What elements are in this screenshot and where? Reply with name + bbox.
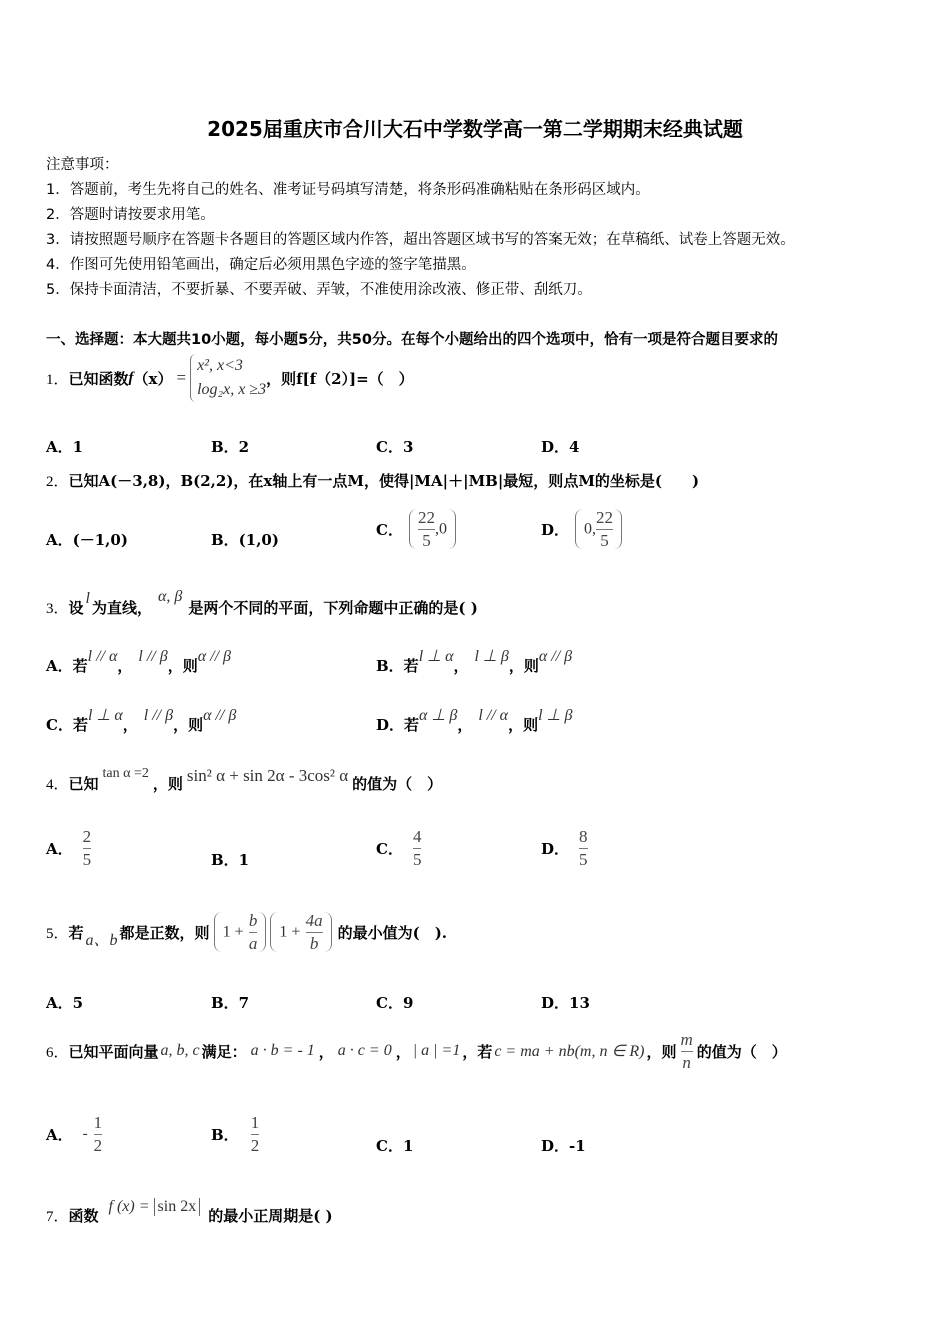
math-condition: | a | =1: [412, 1042, 461, 1059]
point-expression: [575, 509, 622, 550]
option-label: C．: [376, 839, 403, 858]
option-d[interactable]: D．13: [541, 994, 590, 1012]
math-conclusion: l ⊥ β: [538, 707, 573, 724]
question-text: 为直线，: [91, 599, 152, 617]
question-text: ，则: [646, 1042, 677, 1061]
question-text: 已知A(－3,8)，B(2,2)，在x轴上有一点M，使得|MA|＋|MB|最短，则点M的坐标是( ): [68, 472, 700, 490]
math-condition: l // β: [138, 648, 168, 665]
question-number: 2．: [46, 474, 69, 490]
option-label: C．若: [46, 716, 88, 734]
question-text: 的最小正周期是( ): [208, 1207, 333, 1225]
denominator: 5: [600, 530, 609, 550]
note-item: 4．作图可先使用铅笔画出，确定后必须用黑色字迹的签字笔描黑。: [46, 257, 476, 273]
question-text: 的最小值为( ).: [337, 923, 448, 942]
question-text: 函数: [68, 1207, 99, 1225]
math-sign: -: [82, 1125, 88, 1142]
numerator: 2: [82, 826, 92, 846]
option-label: D．: [541, 520, 570, 539]
numerator: 4: [412, 826, 422, 846]
question-7: [46, 1194, 333, 1226]
option-b[interactable]: [376, 646, 572, 676]
point-expression: [409, 509, 456, 550]
question-number: 7．: [46, 1209, 69, 1225]
question-text: 若: [68, 923, 84, 942]
math-condition: a · c = 0: [337, 1042, 392, 1059]
question-5: [46, 906, 447, 958]
math-condition: l // β: [143, 707, 174, 724]
numerator: 4a: [305, 910, 323, 930]
separator: ，: [453, 657, 469, 675]
fraction: [83, 828, 92, 869]
fraction: [249, 912, 258, 953]
math-x: （x）: [133, 369, 173, 388]
math-text: 1 +: [222, 923, 244, 940]
note-item: 5．保持卡面清洁，不要折暴、不要弄破、弄皱，不准使用涂改液、修正带、刮纸刀。: [46, 282, 592, 298]
question-text: 已知平面向量: [68, 1042, 159, 1061]
question-2: [46, 470, 699, 491]
math-text: 1 +: [279, 923, 301, 940]
math-absolute-value: sin 2x: [154, 1198, 201, 1216]
piecewise-function: [190, 354, 266, 402]
option-c[interactable]: [46, 705, 236, 735]
denominator: 2: [93, 1135, 103, 1155]
numerator: 8: [579, 826, 588, 846]
piece-case-1: x², x<3: [197, 357, 243, 374]
factor-2: [270, 912, 331, 953]
math-vectors: a, b, c: [160, 1042, 200, 1059]
question-number: 5．: [46, 925, 69, 942]
math-conclusion: α // β: [203, 707, 237, 724]
option-label: D．若: [376, 716, 420, 734]
option-d[interactable]: D．4: [541, 438, 580, 456]
math-condition: a · b = - 1: [250, 1042, 315, 1059]
fraction: [413, 828, 422, 869]
question-text: 已知: [68, 775, 99, 793]
question-number: 3．: [46, 601, 69, 617]
option-a[interactable]: A．5: [46, 994, 84, 1012]
question-number: 4．: [46, 777, 69, 793]
numerator: 1: [93, 1112, 103, 1132]
question-text: ，则: [152, 775, 183, 793]
option-c[interactable]: C．1: [376, 1137, 414, 1155]
separator: ，: [122, 716, 138, 734]
option-b[interactable]: [211, 1110, 259, 1158]
math-eq: =: [176, 368, 187, 387]
question-6: [46, 1026, 787, 1076]
option-c[interactable]: [376, 504, 456, 554]
math-text: 0,: [584, 520, 597, 537]
numerator: 1: [250, 1112, 260, 1132]
option-d[interactable]: [541, 504, 622, 554]
option-label: A．若: [46, 657, 88, 675]
separator: ，则: [508, 716, 539, 734]
fraction: [418, 509, 435, 550]
denominator: 5: [82, 849, 92, 869]
fraction: [94, 1114, 103, 1155]
numerator: 22: [417, 507, 435, 527]
math-function: f (x) =: [108, 1198, 150, 1215]
option-label: D．: [541, 839, 570, 858]
math-condition: l // α: [478, 707, 509, 724]
question-text: ，则f[f（2）]=（ ）: [266, 369, 414, 388]
option-c[interactable]: [376, 824, 421, 872]
option-a[interactable]: [46, 1110, 102, 1158]
separator: ，则: [167, 657, 198, 675]
math-condition: α ⊥ β: [419, 707, 458, 724]
option-label: B．若: [376, 657, 419, 675]
fraction: [579, 828, 588, 869]
denominator: 5: [579, 849, 588, 869]
option-label: B．: [211, 1125, 239, 1144]
note-item: 1．答题前，考生先将自己的姓名、准考证号码填写清楚，将条形码准确粘贴在条形码区域内。: [46, 182, 650, 198]
math-alpha-beta: α, β: [158, 588, 183, 605]
numerator: b: [248, 910, 258, 930]
denominator: 2: [250, 1135, 260, 1155]
question-text: 都是正数，则: [119, 923, 210, 942]
option-d[interactable]: [376, 705, 572, 735]
question-number: 1．: [46, 371, 69, 388]
option-d[interactable]: [541, 824, 588, 872]
question-text: 是两个不同的平面，下列命题中正确的是( ): [188, 599, 478, 617]
option-a[interactable]: [46, 824, 91, 872]
separator: ，则: [173, 716, 204, 734]
option-c[interactable]: C．9: [376, 994, 414, 1012]
section-heading: 一、选择题：本大题共10小题，每小题5分，共50分。在每个小题给出的四个选项中，恰有一项是符合题目要求的: [46, 332, 778, 348]
piece-case-2: log₂x, x ≥3: [197, 381, 267, 398]
note-item: 3．请按照题号顺序在答题卡各题目的答题区域内作答，超出答题区域书写的答案无效；在草稿纸、试卷上答题无效。: [46, 232, 795, 248]
option-a[interactable]: A．1: [46, 438, 84, 456]
question-text: 的值为（ ）: [352, 775, 443, 793]
option-b[interactable]: B．1: [211, 851, 250, 869]
option-a[interactable]: [46, 646, 231, 676]
denominator: 5: [412, 849, 422, 869]
question-3: [46, 588, 478, 618]
question-text: ，若: [462, 1042, 493, 1061]
fraction: [306, 912, 323, 953]
separator: ，则: [508, 657, 539, 675]
math-condition: l ⊥ β: [474, 648, 509, 665]
math-condition: l ⊥ α: [87, 707, 123, 724]
numerator: m: [680, 1029, 693, 1049]
math-conclusion: α // β: [197, 648, 231, 665]
option-label: A．: [46, 839, 73, 858]
option-b[interactable]: B．(1,0): [211, 531, 279, 549]
option-label: A．: [46, 1125, 73, 1144]
fraction: [681, 1031, 693, 1072]
page-title: 2025届重庆市合川大石中学数学高一第二学期期末经典试题: [207, 117, 743, 141]
numerator: 22: [596, 507, 614, 527]
notes-heading: 注意事项：: [46, 157, 119, 173]
math-conclusion: α // β: [538, 648, 573, 665]
math-condition: l // α: [87, 648, 118, 665]
question-number: 6．: [46, 1044, 69, 1061]
denominator: b: [309, 933, 319, 953]
option-b[interactable]: B．7: [211, 994, 250, 1012]
math-l: l: [85, 590, 90, 607]
math-text: ,0: [434, 520, 447, 537]
option-b[interactable]: B．2: [211, 438, 250, 456]
question-text: 设: [68, 599, 84, 617]
note-item: 2．答题时请按要求用笔。: [46, 207, 215, 223]
option-c[interactable]: C．3: [376, 438, 414, 456]
math-variables: a、b: [85, 931, 118, 949]
denominator: 5: [422, 530, 431, 550]
question-text: 的值为（ ）: [696, 1042, 787, 1061]
math-f: f: [128, 369, 134, 386]
separator: ，: [457, 716, 473, 734]
denominator: n: [682, 1052, 691, 1072]
fraction: [251, 1114, 260, 1155]
option-label: C．: [376, 520, 403, 539]
math-expression: sin² α + sin 2α - 3cos² α: [186, 766, 349, 785]
separator: ，: [318, 1042, 334, 1061]
question-4: [46, 764, 442, 794]
math-condition: l ⊥ α: [418, 648, 454, 665]
option-d[interactable]: D．-1: [541, 1137, 586, 1155]
denominator: a: [248, 933, 258, 953]
question-text: 满足：: [201, 1042, 247, 1061]
fraction: [596, 509, 613, 550]
math-condition: c = ma + nb(m, n ∈ R): [494, 1043, 645, 1060]
separator: ，: [395, 1042, 411, 1061]
question-1: [46, 354, 414, 402]
math-condition: tan α =2: [102, 766, 149, 781]
option-a[interactable]: A．(－1,0): [46, 531, 128, 549]
question-text: 已知函数: [68, 369, 129, 388]
factor-1: [214, 912, 267, 953]
separator: ，: [117, 657, 133, 675]
